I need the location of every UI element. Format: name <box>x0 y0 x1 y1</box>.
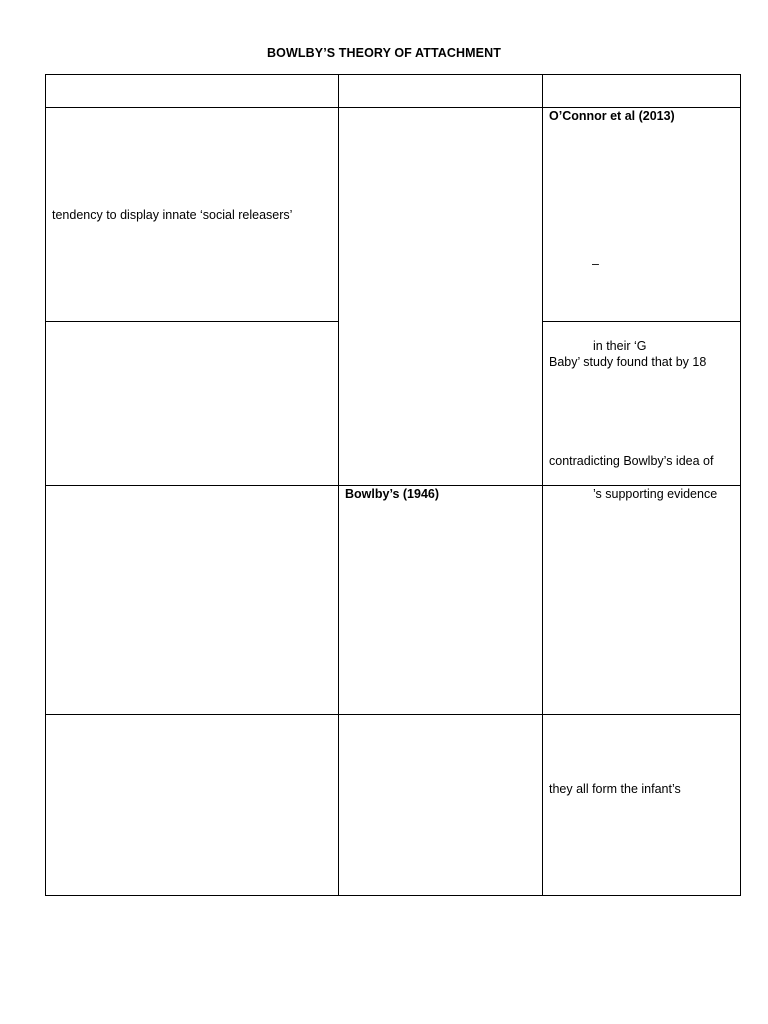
row1-col1-text: tendency to display innate ‘social releasers’ <box>52 208 293 222</box>
row1-col3-dash: – <box>592 257 599 271</box>
row2-col3-line2: Baby’ study found that by 18 <box>549 355 707 369</box>
row1-col3-heading: O’Connor et al (2013) <box>549 109 675 123</box>
table-border-top <box>45 74 741 75</box>
row3-col3-text: ’s supporting evidence <box>593 487 718 501</box>
row4-col3-text: they all form the infant’s <box>549 782 681 796</box>
column-divider-2 <box>542 74 543 896</box>
row1-divider-col3 <box>543 321 741 322</box>
column-divider-1 <box>338 74 339 896</box>
row2-col3-line1: in their ‘G <box>593 339 647 353</box>
row3-col2-heading: Bowlby’s (1946) <box>345 487 440 501</box>
table-border-bottom <box>45 895 741 896</box>
table-border-left <box>45 74 46 896</box>
document-title: BOWLBY’S THEORY OF ATTACHMENT <box>267 46 501 60</box>
row3-divider <box>45 714 741 715</box>
row1-divider-col1 <box>45 321 339 322</box>
table-border-right <box>740 74 741 896</box>
row2-col3-line3: contradicting Bowlby’s idea of <box>549 454 714 468</box>
